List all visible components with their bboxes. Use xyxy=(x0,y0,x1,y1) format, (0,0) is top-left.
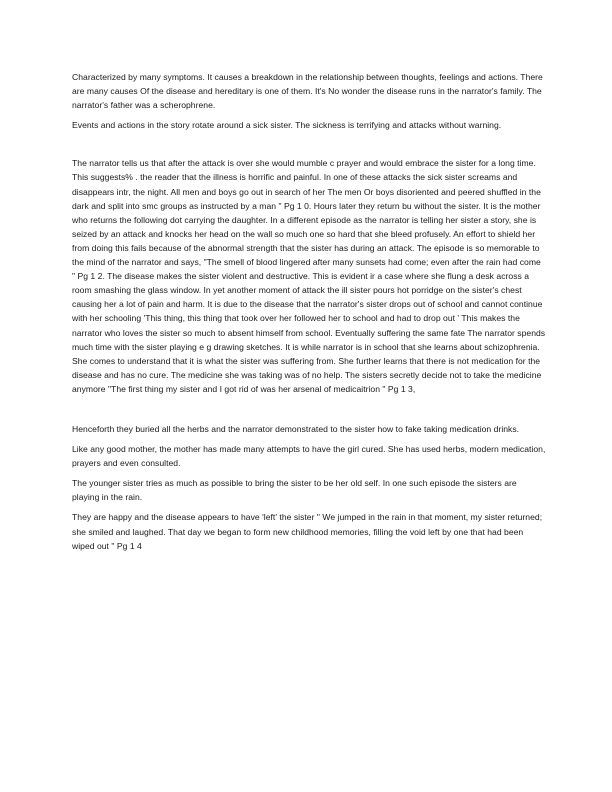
document-page xyxy=(72,70,546,553)
paragraph-narrator-attacks: The narrator tells us that after the attack is over she would mumble c prayer and would embrace the sister for a long time. This suggests% . the reader that the illness is horrific and painful. In one of these attacks the sick sister screams and disappears intr, the night. All men and boys go out in search of her The men Or boys disoriented and peered shuffled in the dark and split into smc groups as instructed by a man " Pg 1 0. Hours later they return bu without the sister. It is the mother who returns the following dot carrying the daughter. In a different episode as the narrator is telling her sister a story, she is seized by an attack and knocks her head on the wall so much one so hard that she bleed profusely. An effort to shield her from doing this fails because of the abnormal strength that the sister has during an attack. The episode is so memorable to the mind of the narrator and says, "The smell of blood lingered after many sunsets had come; even after the rain had come " Pg 1 2. The disease makes the sister violent and destructive. This is evident ir a case where she flung a desk across a room smashing the glass window. In yet another moment of attack the ill sister pours hot porridge on the sister's chest causing her a lot of pain and harm. It is due to the disease that the narrator's sister drops out of school and cannot continue with her schooling 'This thing, this thing that took over her followed her to school and had to drop out ' This makes the narrator who loves the sister so much to absent himself from school. Eventually suffering the same fate The narrator spends much time with the sister playing e g drawing sketches. It is while narrator is in school that she learns about schizophrenia. She comes to understand that it is what the sister was suffering from. She further learns that there is not medication for the disease and has no cure. The medicine she was taking was of no help. The sisters secretly decide not to take the medicine anymore "The first thing my sister and I got rid of was her arsenal of medicaitrion " Pg 1 3, xyxy=(72,158,546,394)
paragraph-buried-herbs: Henceforth they buried all the herbs and the narrator demonstrated to the sister how to fake taking medication drinks. xyxy=(72,423,520,434)
paragraph-younger-sister: The younger sister tries as much as possible to bring the sister to be her old self. In one such episode the sisters are playing in the rain. xyxy=(72,478,517,503)
paragraph-intro: Characterized by many symptoms. It causes a breakdown in the relationship between thoughts, feelings and actions. There are many causes Of the disease and hereditary is one of them. It's No wonder the disease runs in the narrator's family. The narrator's father was a scherophrene. xyxy=(72,72,543,111)
section-spacer xyxy=(72,396,546,422)
paragraph-events: Events and actions in the story rotate around a sick sister. The sickness is terrifying and attacks without warning. xyxy=(72,120,502,131)
section-spacer xyxy=(72,132,546,156)
paragraph-mother-attempts: Like any good mother, the mother has made many attempts to have the girl cured. She has used herbs, modern medication, prayers and even consulted. xyxy=(72,444,546,469)
paragraph-rain-memory: They are happy and the disease appears to have 'left' the sister " We jumped in the rain in that moment, my sister returned; she smiled and laughed. That day we began to form new childhood memories, filling the void left by one that had been wiped out " Pg 1 4 xyxy=(72,512,543,551)
